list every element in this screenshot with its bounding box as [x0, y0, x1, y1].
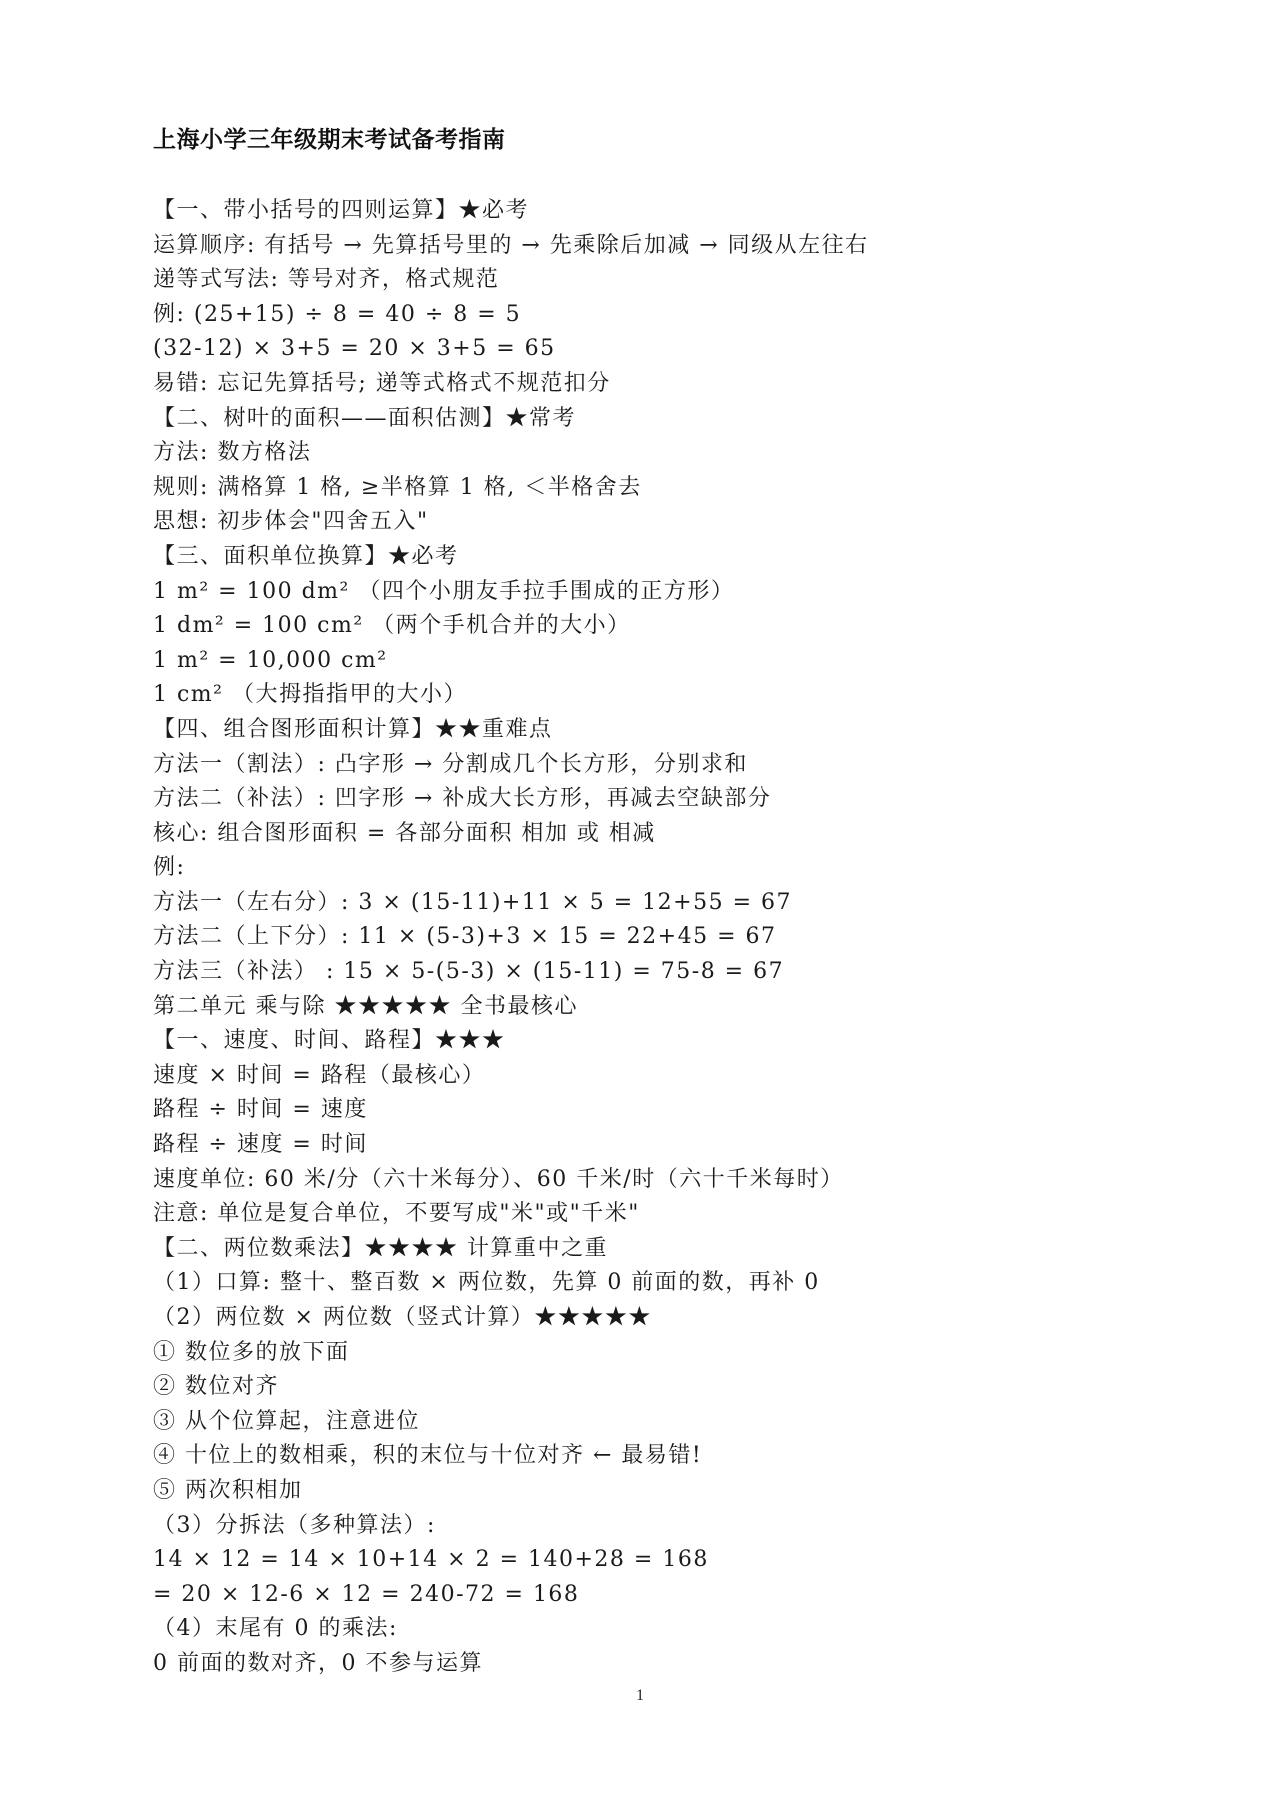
- text-line: 例:: [153, 855, 186, 881]
- text-line: 方法: 数方格法: [153, 440, 312, 466]
- text-line: 运算顺序: 有括号 → 先算括号里的 → 先乘除后加减 → 同级从左往右: [153, 232, 869, 258]
- text-line: ② 数位对齐: [153, 1374, 279, 1400]
- document-body: [153, 194, 1193, 1682]
- section-heading: 【二、两位数乘法】★★★★ 计算重中之重: [153, 1235, 608, 1261]
- text-line: 速度单位: 60 米/分（六十米每分）、60 千米/时（六十千米每时）: [153, 1166, 844, 1192]
- section-heading: 【二、树叶的面积——面积估测】★常考: [153, 405, 577, 431]
- text-line: 方法二（上下分）: 11 × (5-3)+3 × 15 = 22+45 = 67: [153, 924, 777, 950]
- text-line: 方法一（左右分）: 3 × (15-11)+11 × 5 = 12+55 = 67: [153, 889, 793, 915]
- section-heading: 【三、面积单位换算】★必考: [153, 543, 459, 569]
- text-line: （4）末尾有 0 的乘法:: [153, 1616, 398, 1642]
- text-line: 易错: 忘记先算括号; 递等式格式不规范扣分: [153, 370, 611, 396]
- text-line: 路程 ÷ 速度 = 时间: [153, 1132, 368, 1158]
- section-heading: 【四、组合图形面积计算】★★重难点: [153, 716, 553, 742]
- text-line: 方法二（补法）: 凹字形 → 补成大长方形，再减去空缺部分: [153, 786, 772, 812]
- text-line: 方法三（补法） : 15 × 5-(5-3) × (15-11) = 75-8 = 67: [153, 959, 785, 985]
- text-line: 注意: 单位是复合单位，不要写成"米"或"千米": [153, 1201, 640, 1227]
- text-line: 路程 ÷ 时间 = 速度: [153, 1097, 368, 1123]
- text-line: （3）分拆法（多种算法）:: [153, 1512, 436, 1538]
- section-heading: 【一、速度、时间、路程】★★★: [153, 1028, 506, 1054]
- text-line: ④ 十位上的数相乘，积的末位与十位对齐 ← 最易错!: [153, 1443, 703, 1469]
- text-line: （1）口算: 整十、整百数 × 两位数，先算 0 前面的数，再补 0: [153, 1270, 820, 1296]
- text-line: = 20 × 12-6 × 12 = 240-72 = 168: [153, 1581, 580, 1607]
- text-line: 1 m² = 100 dm² （四个小朋友手拉手围成的正方形）: [153, 578, 735, 604]
- text-line: 方法一（割法）: 凸字形 → 分割成几个长方形，分别求和: [153, 751, 748, 777]
- text-line: 1 cm² （大拇指指甲的大小）: [153, 682, 467, 708]
- section-heading: 【一、带小括号的四则运算】★必考: [153, 198, 530, 223]
- text-line: 规则: 满格算 1 格, ≥半格算 1 格, ＜半格舍去: [153, 474, 642, 500]
- document-title: 上海小学三年级期末考试备考指南: [153, 127, 506, 153]
- text-line: 14 × 12 = 14 × 10+14 × 2 = 140+28 = 168: [153, 1547, 709, 1573]
- text-line: 递等式写法: 等号对齐，格式规范: [153, 267, 500, 293]
- text-line: 思想: 初步体会"四舍五入": [153, 509, 429, 535]
- text-line: 1 dm² = 100 cm² （两个手机合并的大小）: [153, 613, 631, 639]
- text-line: ① 数位多的放下面: [153, 1339, 350, 1365]
- text-line: ⑤ 两次积相加: [153, 1477, 303, 1503]
- text-line: （2）两位数 × 两位数（竖式计算）★★★★★: [153, 1305, 652, 1330]
- text-line: 例: (25+15) ÷ 8 = 40 ÷ 8 = 5: [153, 301, 522, 327]
- page-number: 1: [636, 1687, 644, 1704]
- text-line: 0 前面的数对齐，0 不参与运算: [153, 1650, 483, 1676]
- unit-heading: 第二单元 乘与除 ★★★★★ 全书最核心: [153, 993, 578, 1019]
- text-line: 速度 × 时间 = 路程（最核心）: [153, 1062, 486, 1088]
- text-line: ③ 从个位算起，注意进位: [153, 1408, 420, 1434]
- text-line: 核心: 组合图形面积 = 各部分面积 相加 或 相减: [153, 820, 656, 846]
- text-line: 1 m² = 10,000 cm²: [153, 647, 388, 673]
- text-line: (32-12) × 3+5 = 20 × 3+5 = 65: [153, 336, 556, 362]
